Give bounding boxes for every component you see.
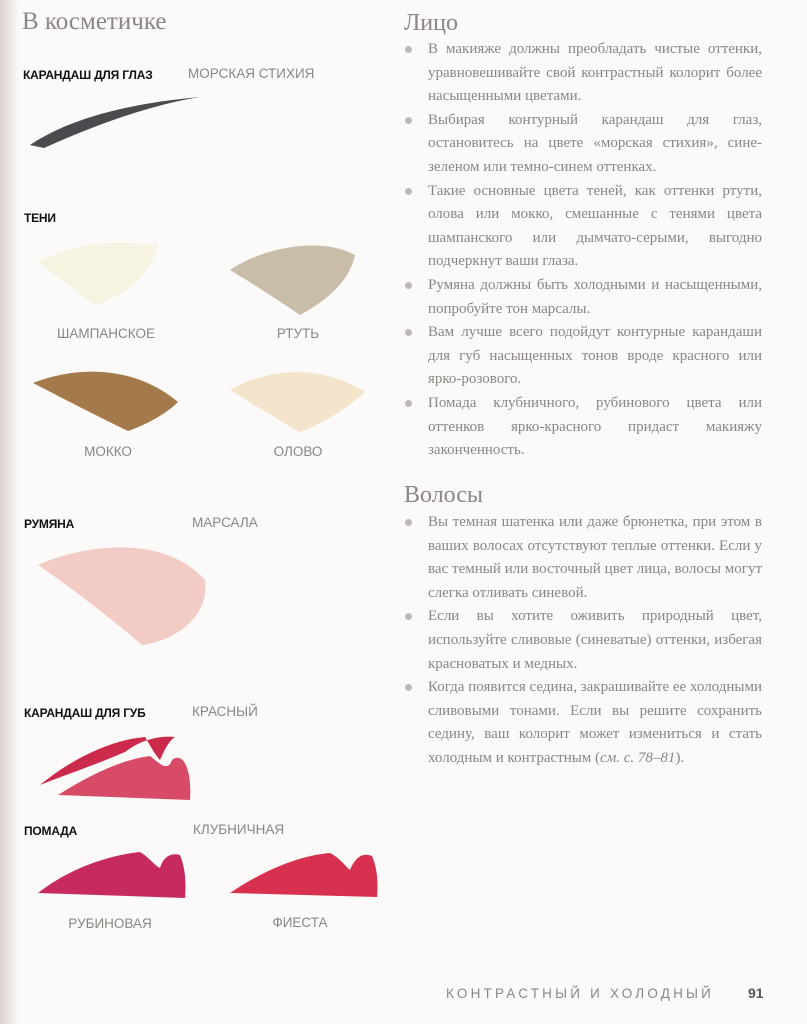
swatch-label-rtut: РТУТЬ [276,326,320,341]
swatch-label-shampanskoe: ШАМПАНСКОЕ [56,326,156,341]
hair-heading: Волосы [404,482,484,508]
eye-pencil-swatch [30,97,200,148]
bullet-dot [405,117,412,124]
bullet-dot [405,684,412,691]
section-title: В косметичке [22,8,167,35]
swatch-mokko [33,372,178,431]
hair-bullet: Если вы хотите оживить природный цвет, используйте сливовые (синеватые) оттенки, избегая красноватых и медных. [404,605,762,676]
lipstick-shade: КЛУБНИЧНАЯ [193,822,285,837]
bullet-dot [405,400,412,407]
eye-pencil-shade: МОРСКАЯ СТИХИЯ [188,66,315,81]
swatch-label-olovo: ОЛОВО [273,444,323,459]
face-bullet-list [404,38,762,463]
face-bullet: Такие основные цвета теней, как оттенки ртути, олова или мокко, смешанные с тенями цвета шампанского или дымчато-серыми, выгодно подчеркнут ваши глаза. [404,180,762,274]
running-title: КОНТРАСТНЫЙ И ХОЛОДНЫЙ [446,986,715,1001]
lip-pencil-label: КАРАНДАШ ДЛЯ ГУБ [24,706,146,720]
face-bullet: Выбирая контурный карандаш для глаз, остановитесь на цвете «морская стихия», сине-зеленом или темно-синем оттенках. [404,109,762,180]
blush-label: РУМЯНА [24,517,75,531]
swatch-olovo [230,372,365,432]
hair-bullet-list [404,511,762,771]
eye-pencil-label: КАРАНДАШ ДЛЯ ГЛАЗ [23,68,153,82]
face-heading: Лицо [404,10,458,36]
bullet-dot [405,613,412,620]
face-bullet: В макияже должны преобладать чистые оттенки, уравновешивайте свой контрастный колорит более насыщенными цветами. [404,38,762,109]
blush-shade: МАРСАЛА [192,515,258,530]
swatch-rtut [230,246,355,315]
swatch-rubinovaya [38,852,185,898]
swatch-label-mokko: МОККО [84,444,132,459]
bullet-dot [405,188,412,195]
face-bullet: Вам лучше всего подойдут контурные карандаши для губ насыщенных тонов вроде красного или ярко-розового. [404,321,762,392]
page-reference: см. с. 78–81 [600,749,676,766]
bullet-dot [405,46,412,53]
hair-bullet: Когда появится седина, закрашивайте ее холодными сливовыми тонами. Если вы решите сохранить седину, ваш колорит может измениться и стать холодным и контрастным (см. с. 78–81). [404,676,762,770]
page-number: 91 [748,985,764,1001]
bullet-dot [405,519,412,526]
lipstick-label: ПОМАДА [24,824,78,838]
shadows-label: ТЕНИ [24,211,56,225]
swatch-shampanskoe [38,243,158,305]
bullet-dot [405,329,412,336]
bullet-dot [405,282,412,289]
face-bullet: Румяна должны быть холодными и насыщенными, попробуйте тон марсалы. [404,274,762,321]
swatch-marsala-blush [38,547,206,645]
lip-pencil-shade: КРАСНЫЙ [192,704,258,719]
hair-bullet: Вы темная шатенка или даже брюнетка, при этом в ваших волосах отсутствуют теплые оттенки. Если у вас темный или восточный цвет лица, волосы могут слегка отливать синевой. [404,511,762,605]
swatch-label-fiesta: ФИЕСТА [272,915,328,930]
swatch-label-rubinovaya: РУБИНОВАЯ [68,916,152,931]
face-bullet: Помада клубничного, рубинового цвета или оттенков ярко-красного придаст макияжу законченность. [404,392,762,463]
swatch-fiesta [230,853,377,897]
